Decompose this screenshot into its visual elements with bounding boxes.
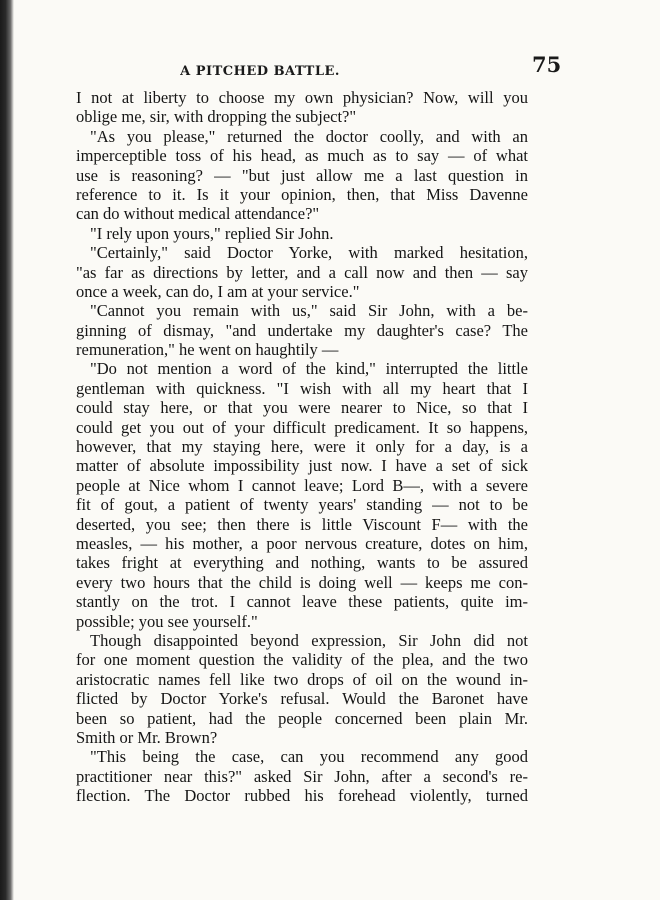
text-line: "Cannot you remain with us," said Sir John, with a be- xyxy=(90,301,528,321)
running-title: A PITCHED BATTLE. xyxy=(180,64,340,79)
text-line: once a week, can do, I am at your service." xyxy=(76,281,360,301)
text-line: use is reasoning? — "but just allow me a last question in xyxy=(76,165,528,185)
text-line: however, that my staying here, were it only for a day, is a xyxy=(76,437,528,457)
page-number: 75 xyxy=(532,52,562,77)
text-line: "Certainly," said Doctor Yorke, with marked hesitation, xyxy=(90,243,528,263)
body-text xyxy=(76,88,528,805)
text-line: Though disappointed beyond expression, Sir John did not xyxy=(90,630,528,650)
text-line: oblige me, sir, with dropping the subject?" xyxy=(76,107,357,127)
text-line: stantly on the trot. I cannot leave these patients, quite im- xyxy=(76,592,528,612)
text-line: been so patient, had the people concerned been plain Mr. xyxy=(76,708,528,728)
text-line: matter of absolute impossibility just now. I have a set of sick xyxy=(76,456,528,476)
text-line: flicted by Doctor Yorke's refusal. Would the Baronet have xyxy=(76,689,528,709)
text-line: could get you out of your difficult predicament. It so happens, xyxy=(76,417,528,437)
text-line: Smith or Mr. Brown? xyxy=(76,727,218,747)
text-line: "This being the case, can you recommend any good xyxy=(90,747,528,767)
text-line: "As you please," returned the doctor coolly, and with an xyxy=(90,126,528,146)
text-line: measles, — his mother, a poor nervous creature, dotes on him, xyxy=(76,533,528,553)
text-line: deserted, you see; then there is little Viscount F— with the xyxy=(76,514,528,534)
text-line: "as far as directions by letter, and a call now and then — say xyxy=(76,262,528,282)
text-line: imperceptible toss of his head, as much as to say — of what xyxy=(76,146,528,166)
page-gutter-shadow xyxy=(0,0,14,900)
text-line: can do without medical attendance?" xyxy=(76,204,320,224)
text-line: remuneration," he went on haughtily — xyxy=(76,340,339,360)
text-line: for one moment question the validity of the plea, and the two xyxy=(76,650,528,670)
text-line: possible; you see yourself." xyxy=(76,611,258,631)
text-line: every two hours that the child is doing well — keeps me con- xyxy=(76,572,528,592)
text-line: reference to it. Is it your opinion, then, that Miss Davenne xyxy=(76,184,528,204)
text-line: practitioner near this?" asked Sir John, after a second's re- xyxy=(76,766,528,786)
text-line: aristocratic names fell like two drops of oil on the wound in- xyxy=(76,669,528,689)
text-line: I not at liberty to choose my own physician? Now, will you xyxy=(76,88,528,107)
text-line: ginning of dismay, "and undertake my daughter's case? The xyxy=(76,320,528,340)
text-line: "Do not mention a word of the kind," interrupted the little xyxy=(90,359,528,379)
text-line: gentleman with quickness. "I wish with all my heart that I xyxy=(76,378,528,398)
text-line: flection. The Doctor rubbed his forehead violently, turned xyxy=(76,786,528,806)
text-line: people at Nice whom I cannot leave; Lord B—, with a severe xyxy=(76,475,528,495)
text-line: takes fright at everything and nothing, wants to be assured xyxy=(76,553,528,573)
text-line: "I rely upon yours," replied Sir John. xyxy=(90,223,334,243)
text-line: fit of gout, a patient of twenty years' standing — not to be xyxy=(76,495,528,515)
text-line: could stay here, or that you were nearer to Nice, so that I xyxy=(76,398,528,418)
